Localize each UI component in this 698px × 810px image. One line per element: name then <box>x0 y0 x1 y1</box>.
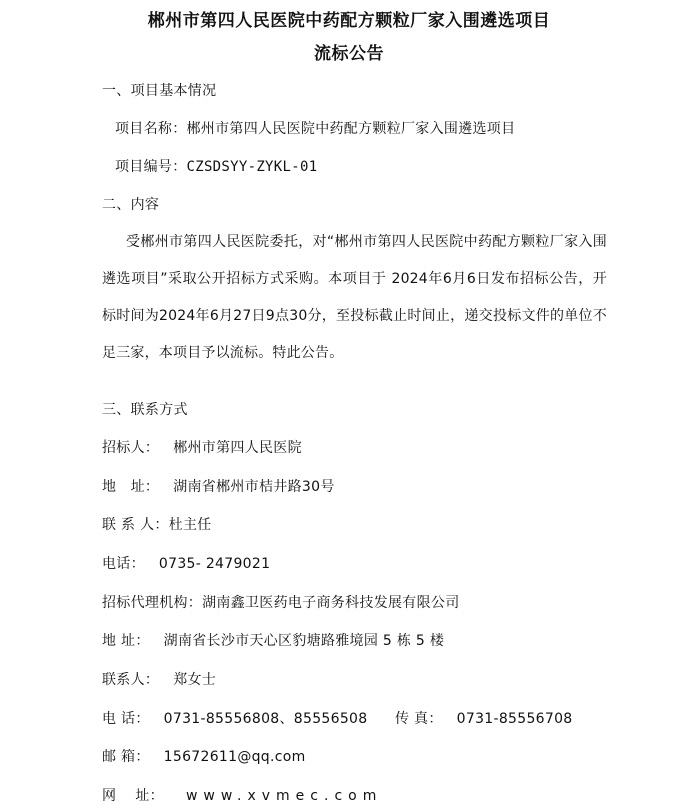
project-number-row <box>115 156 317 176</box>
agency-address-label: 地 址： <box>102 633 150 649</box>
project-name-label: 项目名称： <box>115 121 187 137</box>
agency-email-label: 邮 箱： <box>102 749 150 765</box>
agency-address-row <box>102 630 444 650</box>
agency-address-value: 湖南省长沙市天心区豹塘路雅境园 5 栋 5 楼 <box>163 633 445 649</box>
agency-website-label: 网 址： <box>102 788 164 804</box>
agency-website-row <box>102 785 382 805</box>
tenderer-row <box>102 437 302 457</box>
tenderer-contact-label: 联 系 人： <box>102 517 169 533</box>
project-number-label: 项目编号： <box>115 159 187 175</box>
agency-row <box>102 592 460 612</box>
tenderer-address-label: 地 址： <box>102 479 160 495</box>
tenderer-phone-value: 0735- 2479021 <box>158 556 271 572</box>
tenderer-address-value: 湖南省郴州市桔井路30号 <box>173 479 335 495</box>
agency-website-value[interactable]: www.xvmec.com <box>185 788 383 804</box>
section-2-heading: 二、内容 <box>102 197 160 213</box>
agency-fax-label: 传 真： <box>395 711 443 727</box>
content-paragraph: 受郴州市第四人民医院委托，对“郴州市第四人民医院中药配方颗粒厂家入围遴选项目”采取公开招标方式采购。本项目于 2024年6月6日发布招标公告，开标时间为2024年6月27日9点30分，至投标截止时间止，递交投标文件的单位不足三家，本项目予以流标。特此公告。 <box>102 234 607 361</box>
tenderer-address-row <box>102 476 335 496</box>
tenderer-phone-row <box>102 553 270 573</box>
agency-email-value: 15672611@qq.com <box>163 749 306 765</box>
tenderer-phone-label: 电话： <box>102 556 145 572</box>
agency-contact-label: 联系人： <box>102 672 160 688</box>
tenderer-label: 招标人： <box>102 440 160 456</box>
agency-phone-value: 0731-85556808、85556508 <box>163 711 368 727</box>
project-name-row <box>115 118 515 138</box>
agency-phone-row <box>102 708 367 728</box>
project-number-value: CZSDSYY-ZYKL-01 <box>186 159 318 175</box>
tenderer-contact-row <box>102 514 212 534</box>
tenderer-value: 郴州市第四人民医院 <box>173 440 302 456</box>
agency-label: 招标代理机构： <box>102 595 203 611</box>
agency-fax-row <box>395 708 573 728</box>
section-3-heading: 三、联系方式 <box>102 402 188 418</box>
agency-fax-value: 0731-85556708 <box>456 711 573 727</box>
agency-contact-row <box>102 669 216 689</box>
agency-contact-value: 郑女士 <box>173 672 217 688</box>
agency-value: 湖南鑫卫医药电子商务科技发展有限公司 <box>202 595 460 611</box>
agency-email-row <box>102 746 306 766</box>
agency-phone-label: 电 话： <box>102 711 150 727</box>
title-line-2: 流标公告 <box>314 44 384 64</box>
project-name-value: 郴州市第四人民医院中药配方颗粒厂家入围遴选项目 <box>186 121 516 137</box>
section-1-heading: 一、项目基本情况 <box>102 83 217 99</box>
title-line-1: 郴州市第四人民医院中药配方颗粒厂家入围遴选项目 <box>147 11 551 31</box>
tenderer-contact-value: 杜主任 <box>168 517 212 533</box>
